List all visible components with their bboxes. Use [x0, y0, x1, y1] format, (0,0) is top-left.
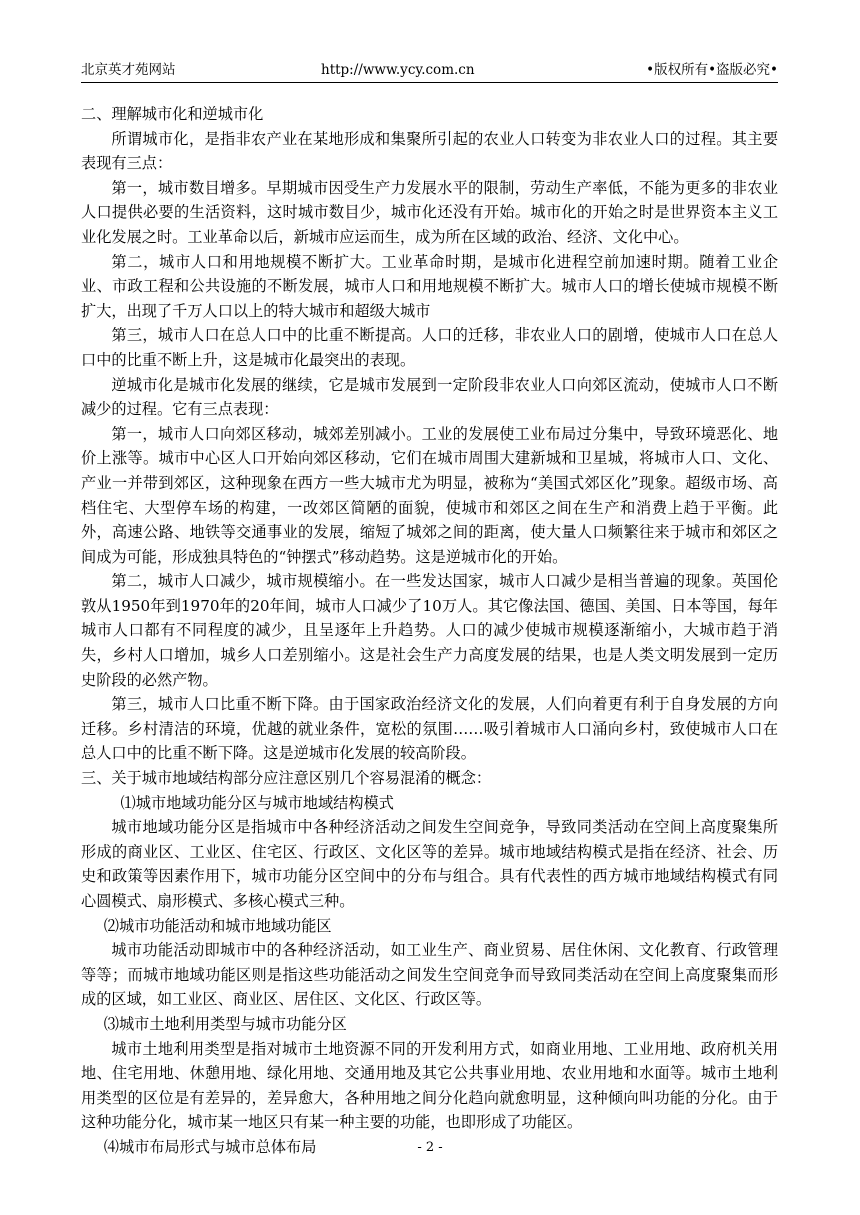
- paragraph: 城市功能活动即城市中的各种经济活动，如工业生产、商业贸易、居住休闲、文化教育、行政管理等等；而城市地域功能区则是指这些功能活动之间发生空间竞争而导致同类活动在空间上高度聚集而形成的区域，如工业区、商业区、居住区、文化区、行政区等。: [81, 941, 778, 1009]
- section-heading: 二、理解城市化和逆城市化: [81, 105, 264, 123]
- paragraph: 城市土地利用类型是指对城市土地资源不同的开发利用方式，如商业用地、工业用地、政府机关用地、住宅用地、休憩用地、绿化用地、交通用地及其它公共事业用地、农业用地和水面等。城市土地利用类型的区位是有差异的，差异愈大，各种用地之间分化趋向就愈明显，这种倾向叫功能的分化。由于这种功能分化，城市某一地区只有某一种主要的功能，也即形成了功能区。: [81, 1039, 778, 1132]
- paragraph: 城市地域功能分区是指城市中各种经济活动之间发生空间竞争，导致同类活动在空间上高度聚集所形成的商业区、工业区、住宅区、行政区、文化区等的差异。城市地域结构模式是指在经济、社会、历史和政策等因素作用下，城市功能分区空间中的分布与组合。具有代表性的西方城市地域结构模式有同心圆模式、扇形模式、多核心模式三种。: [81, 818, 778, 910]
- header-site-name: 北京英才苑网站: [81, 62, 176, 78]
- subheading: ⑷城市布局形式与城市总体布局: [103, 1137, 317, 1156]
- paragraph: 第一，城市数目增多。早期城市因受生产力发展水平的限制，劳动生产率低，不能为更多的非农业人口提供必要的生活资料，这时城市数目少，城市化还没有开始。城市化的开始之时是世界资本主义工业化发展之时。工业革命以后，新城市应运而生，成为所在区域的政治、经济、文化中心。: [81, 178, 778, 246]
- subheading: ⑶城市土地利用类型与城市功能分区: [103, 1014, 347, 1033]
- header-url: http://www.ycy.com.cn: [321, 62, 475, 78]
- paragraph: 第三，城市人口在总人口中的比重不断提高。人口的迁移，非农业人口的剧增，使城市人口在总人口中的比重不断上升，这是城市化最突出的表现。: [81, 326, 778, 369]
- paragraph: 第三，城市人口比重不断下降。由于国家政治经济文化的发展，人们向着更有利于自身发展的方向迁移。乡村清洁的环境，优越的就业条件，宽松的氛围……吸引着城市人口涌向乡村，致使城市人口在总人口中的比重不断下降。这是逆城市化发展的较高阶段。: [81, 695, 778, 763]
- page-number: - 2 -: [417, 1140, 443, 1155]
- section-heading: 三、关于城市地域结构部分应注意区别几个容易混淆的概念：: [81, 769, 492, 788]
- subheading: ⑴城市地域功能分区与城市地域结构模式: [120, 793, 394, 812]
- subheading: ⑵城市功能活动和城市地域功能区: [103, 916, 332, 935]
- paragraph: 逆城市化是城市化发展的继续，它是城市发展到一定阶段非农业人口向郊区流动，使城市人口不断减少的过程。它有三点表现：: [81, 375, 778, 419]
- document-body: [81, 102, 778, 1160]
- paragraph: 第二，城市人口和用地规模不断扩大。工业革命时期，是城市化进程空前加速时期。随着工业企业、市政工程和公共设施的不断发展，城市人口和用地规模不断扩大。城市人口的增长使城市规模不断扩大，出现了千万人口以上的特大城市和超级大城市: [81, 252, 778, 320]
- page-header: [81, 58, 778, 83]
- header-copyright: •版权所有•盗版必究•: [646, 62, 778, 78]
- paragraph: 第二，城市人口减少，城市规模缩小。在一些发达国家，城市人口减少是相当普遍的现象。英国伦敦从1950年到1970年的20年间，城市人口减少了10万人。其它像法国、德国、美国、日本等国，每年城市人口都有不同程度的减少，且呈逐年上升趋势。人口的减少使城市规模逐渐缩小，大城市趋于消失，乡村人口增加，城乡人口差别缩小。这是社会生产力高度发展的结果，也是人类文明发展到一定历史阶段的必然产物。: [81, 572, 778, 689]
- paragraph: 所谓城市化，是指非农产业在某地形成和集聚所引起的农业人口转变为非农业人口的过程。其主要表现有三点：: [81, 129, 778, 173]
- paragraph: 第一，城市人口向郊区移动，城郊差别减小。工业的发展使工业布局过分集中，导致环境恶化、地价上涨等。城市中心区人口开始向郊区移动，它们在城市周围大建新城和卫星城，将城市人口、文化、产业一并带到郊区，这种现象在西方一些大城市尤为明显，被称为“美国式郊区化”现象。超级市场、高档住宅、大型停车场的构建，一改郊区简陋的面貌，使城市和郊区之间在生产和消费上趋于平衡。此外，高速公路、地铁等交通事业的发展，缩短了城郊之间的距离，使大量人口频繁往来于城市和郊区之间成为可能，形成独具特色的“钟摆式”移动趋势。这是逆城市化的开始。: [81, 424, 778, 566]
